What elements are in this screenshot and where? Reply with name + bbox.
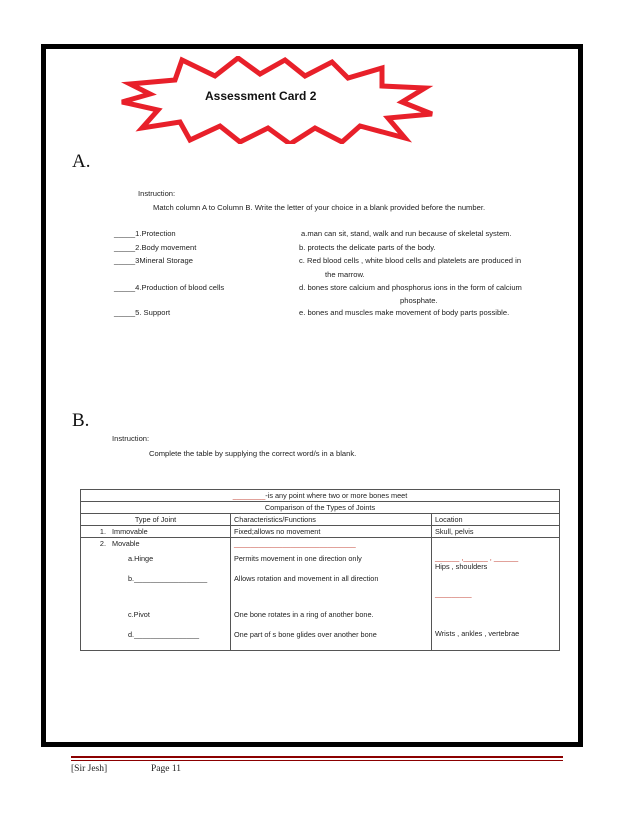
column-b-item: b. protects the delicate parts of the body.: [299, 243, 436, 252]
joint-subtype: d.________________: [128, 630, 200, 639]
table-header-row: [81, 514, 560, 526]
column-b-item-cont: phosphate.: [400, 296, 438, 305]
joints-table: [80, 489, 560, 651]
joint-subtype: b.__________________: [128, 574, 208, 583]
table-caption-row: [81, 490, 560, 502]
joint-characteristics: Allows rotation and movement in all direction: [234, 574, 379, 583]
section-a-letter: A.: [72, 151, 91, 172]
joint-characteristics: One bone rotates in a ring of another bone.: [234, 610, 374, 619]
footer-rule: [71, 756, 563, 758]
column-b-item: a.man can sit, stand, walk and run because of skeletal system.: [301, 229, 512, 238]
table-subtitle: Comparison of the Types of Joints: [81, 502, 560, 514]
column-a-item: _____4.Production of blood cells: [114, 283, 225, 292]
column-a-item: _____3Mineral Storage: [114, 256, 193, 265]
joint-characteristics: Fixed;allows no movement: [231, 526, 432, 538]
section-b-instruction-text: Complete the table by supplying the correct word/s in a blank.: [149, 449, 357, 458]
column-b-item: d. bones store calcium and phosphorus ions in the form of calcium: [299, 283, 522, 292]
joint-characteristics: One part of s bone glides over another bone: [234, 630, 377, 639]
column-a-item: _____1.Protection: [114, 229, 176, 238]
section-b-letter: B.: [72, 410, 90, 431]
caption-blank: ________: [232, 491, 266, 500]
column-b-item: e. bones and muscles make movement of body parts possible.: [299, 308, 510, 317]
footer-rule-thin: [71, 760, 563, 761]
joint-subtype: c.Pivot: [128, 610, 150, 619]
column-header: Location: [432, 514, 560, 526]
joint-type: Movable: [112, 539, 140, 548]
section-a-instruction-label: Instruction:: [138, 189, 176, 198]
column-header: Characteristics/Functions: [231, 514, 432, 526]
footer-page-number: Page 11: [151, 764, 181, 774]
joint-type: Immovable: [112, 527, 148, 536]
joint-location: Hips , shoulders: [435, 562, 488, 571]
column-a-item: _____5. Support: [114, 308, 171, 317]
row-number: 2.: [99, 539, 106, 548]
table-subtitle-row: [81, 502, 560, 514]
location-blank: _________: [435, 589, 472, 598]
footer-author: [Sir Jesh]: [71, 764, 108, 774]
location-blank: ______ ,______ , ______: [435, 553, 519, 562]
column-b-item-cont: the marrow.: [325, 270, 365, 279]
card-title: Assessment Card 2: [205, 89, 317, 103]
characteristics-blank: ______________________________: [231, 538, 432, 550]
column-header: Type of Joint: [81, 514, 231, 526]
column-b-item: c. Red blood cells , white blood cells and platelets are produced in: [299, 256, 522, 265]
joint-subtype: a.Hinge: [128, 554, 154, 563]
caption-text: -is any point where two or more bones meet: [265, 491, 408, 500]
joint-location: Wrists , ankles , vertebrae: [435, 629, 520, 638]
column-a-item: _____2.Body movement: [114, 243, 197, 252]
row-number: 1.: [99, 527, 106, 536]
joint-characteristics: Permits movement in one direction only: [234, 554, 362, 563]
joint-location: Skull, pelvis: [432, 526, 560, 538]
section-b-instruction-label: Instruction:: [112, 434, 150, 443]
table-row: [81, 549, 560, 651]
table-row: [81, 526, 560, 538]
table-row: [81, 538, 560, 550]
section-a-instruction-text: Match column A to Column B. Write the letter of your choice in a blank provided before the number.: [153, 203, 486, 212]
